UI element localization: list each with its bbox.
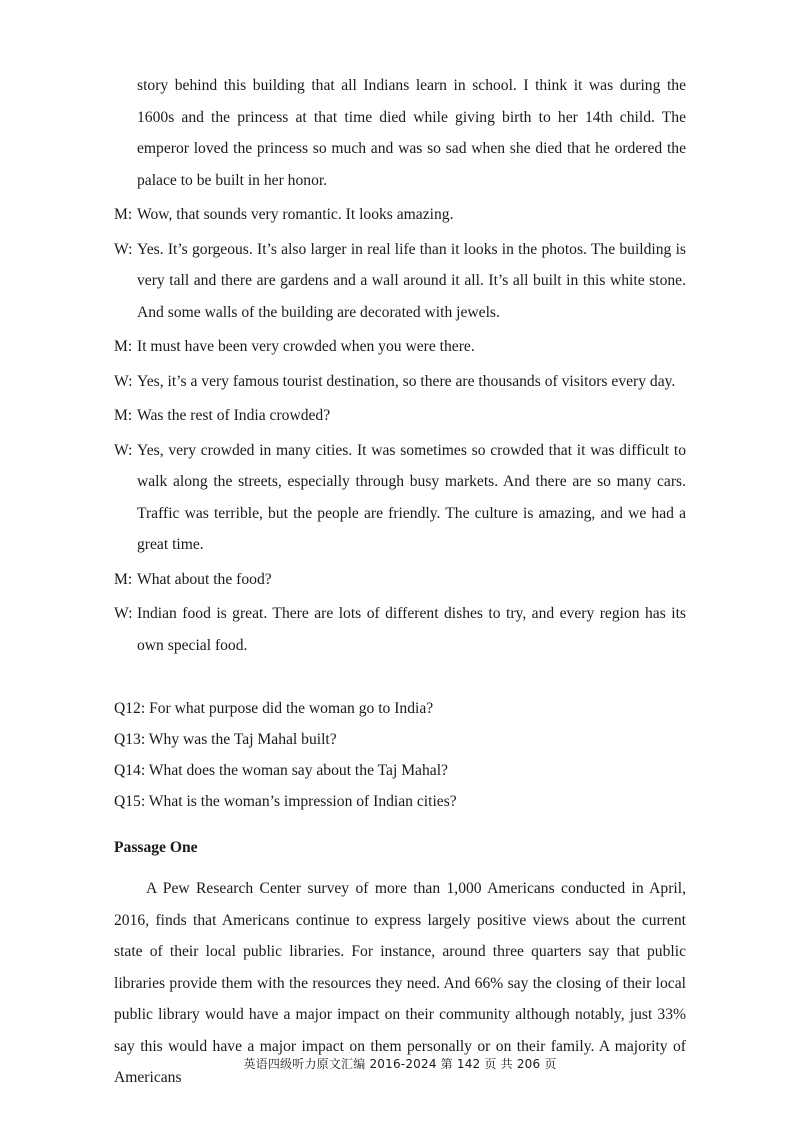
speaker-text: Yes. It’s gorgeous. It’s also larger in real life than it looks in the photos. The building is very tall and there are gardens and a wall around it all. It’s all built in this white stone. And some walls of the building are decorated with jewels. <box>137 240 686 321</box>
speaker-text: Was the rest of India crowded? <box>137 407 331 424</box>
speaker-text: It must have been very crowded when you were there. <box>137 338 475 355</box>
speaker-label: W: <box>114 240 133 258</box>
speaker-label: W: <box>114 605 133 622</box>
dialogue-line <box>114 598 686 661</box>
dialogue-line <box>114 366 686 398</box>
dialogue-line <box>114 199 686 231</box>
dialogue-line <box>114 400 686 432</box>
question-item: Q12: For what purpose did the woman go to India? <box>114 700 434 717</box>
question-item: Q15: What is the woman’s impression of Indian cities? <box>114 793 457 810</box>
speaker-text: Indian food is great. There are lots of different dishes to try, and every region has its own special food. <box>137 605 686 654</box>
dialogue-transcript <box>114 70 686 661</box>
question-list <box>114 693 686 817</box>
question-item: Q14: What does the woman say about the Taj Mahal? <box>114 762 448 779</box>
speaker-label: M: <box>114 570 133 588</box>
question-item: Q13: Why was the Taj Mahal built? <box>114 731 337 748</box>
speaker-label: W: <box>114 441 133 459</box>
speaker-text: Yes, it’s a very famous tourist destination, so there are thousands of visitors every day. <box>137 372 676 390</box>
speaker-label: W: <box>114 372 133 390</box>
dialogue-line <box>114 564 686 596</box>
dialogue-continuation: story behind this building that all Indians learn in school. I think it was during the 1600s and the princess at that time died while giving birth to her 14th child. The emperor loved the princess so much and was so sad when she died that he ordered the palace to be built in her honor. <box>137 77 686 189</box>
speaker-label: M: <box>114 338 133 355</box>
speaker-text: Yes, very crowded in many cities. It was sometimes so crowded that it was difficult to walk along the streets, especially through busy markets. And there are so many cars. Traffic was terrible, but the people are friendly. The culture is amazing, and we had a great time. <box>137 441 686 553</box>
speaker-label: M: <box>114 407 133 424</box>
speaker-text: Wow, that sounds very romantic. It looks amazing. <box>137 206 454 223</box>
dialogue-line <box>114 234 686 329</box>
passage-body: A Pew Research Center survey of more than 1,000 Americans conducted in April, 2016, finds that Americans continue to express largely positive views about the current state of their local public libraries. For instance, around three quarters say that public libraries provide them with the resources they need. And 66% say the closing of their local public library would have a major impact on their community although notably, just 33% say this would have a major impact on them personally or on their family. A majority of Americans <box>114 880 686 1086</box>
dialogue-line <box>114 435 686 561</box>
speaker-label: M: <box>114 206 133 223</box>
page-footer: 英语四级听力原文汇编 2016-2024 第 142 页 共 206 页 <box>243 1057 557 1071</box>
dialogue-line <box>114 331 686 363</box>
speaker-text: What about the food? <box>137 570 272 588</box>
passage-title: Passage One <box>114 839 198 856</box>
